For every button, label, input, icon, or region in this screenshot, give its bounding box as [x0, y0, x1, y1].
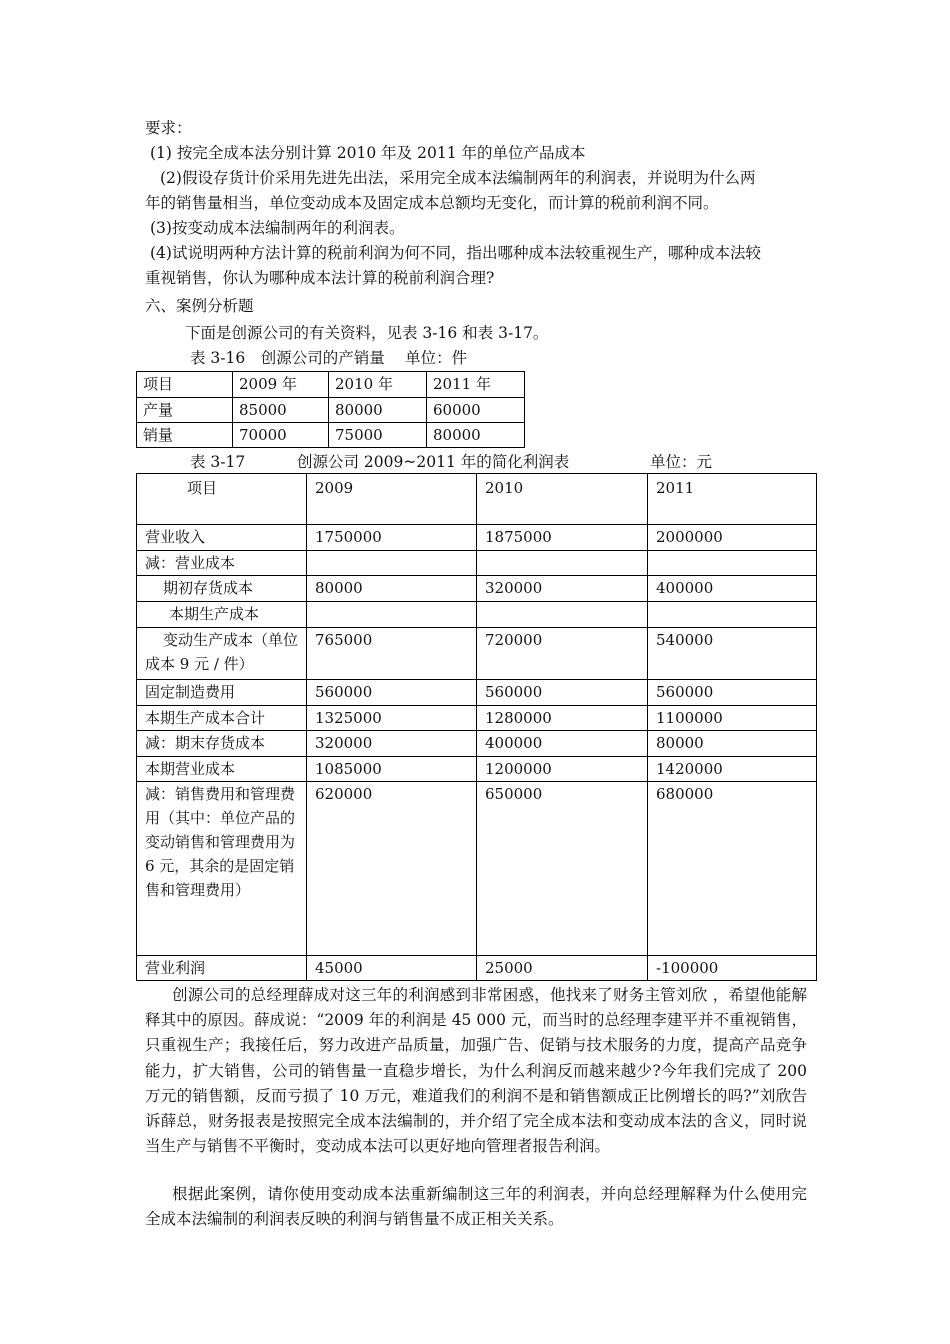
- table-cell: 620000: [307, 782, 477, 956]
- table-cell: 25000: [477, 956, 648, 981]
- table-cell: 2010 年: [329, 372, 427, 398]
- table-row: [137, 372, 525, 398]
- table-cell: [477, 602, 648, 628]
- table-cell: 680000: [648, 782, 817, 956]
- table-cell: 560000: [477, 680, 648, 706]
- table-cell: 320000: [307, 731, 477, 757]
- table-cell: 1085000: [307, 757, 477, 782]
- table-cell: 320000: [477, 576, 648, 602]
- table-cell: 1750000: [307, 525, 477, 551]
- table-cell: 2000000: [648, 525, 817, 551]
- table-316: [136, 371, 525, 448]
- table-row: [137, 398, 525, 423]
- table-317-caption-title: 创源公司 2009~2011 年的简化利润表: [297, 453, 570, 471]
- table-cell: 固定制造费用: [137, 680, 307, 706]
- table-cell: 80000: [427, 423, 525, 448]
- table-row: [137, 628, 817, 680]
- table-row: [137, 706, 817, 731]
- table-cell: 765000: [307, 628, 477, 680]
- table-cell: 1420000: [648, 757, 817, 782]
- table-cell: 变动生产成本（单位成本 9 元 / 件）: [137, 628, 307, 680]
- table-cell: 项目: [137, 372, 233, 398]
- table-cell: 减：营业成本: [137, 551, 307, 576]
- table-cell: 2011 年: [427, 372, 525, 398]
- requirement-2-line1: (2)假设存货计价采用先进先出法，采用完全成本法编制两年的利润表，并说明为什么两: [160, 169, 756, 187]
- table-cell: 400000: [477, 731, 648, 757]
- table-cell: [648, 551, 817, 576]
- table-cell: 期初存货成本: [137, 576, 307, 602]
- table-cell: 2009 年: [233, 372, 329, 398]
- table-316-caption: 表 3-16 创源公司的产销量 单位：件: [190, 349, 468, 367]
- table-cell: 2010: [477, 474, 648, 525]
- table-cell: 营业利润: [137, 956, 307, 981]
- table-cell: 75000: [329, 423, 427, 448]
- table-cell: 1200000: [477, 757, 648, 782]
- table-cell: [307, 551, 477, 576]
- table-cell: 本期营业成本: [137, 757, 307, 782]
- section-title: 六、案例分析题: [145, 297, 254, 315]
- table-row: [137, 731, 817, 757]
- table-row: [137, 423, 525, 448]
- table-cell: 80000: [648, 731, 817, 757]
- table-cell: [307, 602, 477, 628]
- table-cell: 减：期末存货成本: [137, 731, 307, 757]
- table-cell: 1100000: [648, 706, 817, 731]
- table-cell: [477, 551, 648, 576]
- table-cell: 70000: [233, 423, 329, 448]
- table-cell: 80000: [307, 576, 477, 602]
- table-cell: 销量: [137, 423, 233, 448]
- table-cell: 400000: [648, 576, 817, 602]
- table-cell: 本期生产成本: [137, 602, 307, 628]
- section-intro: 下面是创源公司的有关资料，见表 3-16 和表 3-17。: [185, 324, 549, 342]
- table-317: [136, 473, 817, 981]
- table-cell: 项目: [137, 474, 307, 525]
- requirement-1: (1) 按完全成本法分别计算 2010 年及 2011 年的单位产品成本: [150, 144, 586, 162]
- requirement-2-line2: 年的销售量相当，单位变动成本及固定成本总额均无变化，而计算的税前利润不同。: [145, 194, 719, 212]
- table-cell: -100000: [648, 956, 817, 981]
- table-row: [137, 602, 817, 628]
- table-row: [137, 525, 817, 551]
- requirement-4-line1: (4)试说明两种方法计算的税前利润为何不同，指出哪种成本法较重视生产，哪种成本法较: [150, 244, 761, 262]
- table-cell: 80000: [329, 398, 427, 423]
- table-cell: 1280000: [477, 706, 648, 731]
- table-cell: 产量: [137, 398, 233, 423]
- table-cell: 720000: [477, 628, 648, 680]
- requirements-heading: 要求：: [145, 119, 192, 137]
- table-317-caption-unit: 单位：元: [650, 453, 713, 471]
- table-row: [137, 782, 817, 956]
- table-cell: 650000: [477, 782, 648, 956]
- table-cell: 1875000: [477, 525, 648, 551]
- requirement-3: (3)按变动成本法编制两年的利润表。: [150, 219, 405, 237]
- table-cell: 2011: [648, 474, 817, 525]
- table-cell: [648, 602, 817, 628]
- table-cell: 60000: [427, 398, 525, 423]
- table-row: [137, 956, 817, 981]
- table-cell: 85000: [233, 398, 329, 423]
- table-cell: 1325000: [307, 706, 477, 731]
- table-cell: 营业收入: [137, 525, 307, 551]
- case-paragraph-1: 创源公司的总经理薛成对这三年的利润感到非常困惑，他找来了财务主管刘欣 ，希望他能解释其中的原因。薛成说：“2009 年的利润是 45 000 元，而当时的总经理李建平并不重视销售，只重视生产；我接任后，努力改进产品质量，加强广告、促销与技术服务的力度，提高产品竞争能力，扩大销售，公司的销售量一直稳步增长，为什么利润反而越来越少?今年我们完成了 200 万元的销售额，反而亏损了 10 万元，难道我们的利润不是和销售额成正比例增长的吗?”刘欣告诉薛总，财务报表是按照完全成本法编制的，并介绍了完全成本法和变动成本法的含义，同时说当生产与销售不平衡时，变动成本法可以更好地向管理者报告利润。: [145, 986, 807, 1156]
- table-cell: 560000: [648, 680, 817, 706]
- table-row: [137, 474, 817, 525]
- table-317-caption-label: 表 3-17: [190, 453, 246, 471]
- table-cell: 540000: [648, 628, 817, 680]
- table-row: [137, 551, 817, 576]
- table-row: [137, 576, 817, 602]
- table-row: [137, 757, 817, 782]
- requirement-4-line2: 重视销售，你认为哪种成本法计算的税前利润合理?: [145, 269, 495, 287]
- table-row: [137, 680, 817, 706]
- case-paragraph-2: 根据此案例，请你使用变动成本法重新编制这三年的利润表，并向总经理解释为什么使用完全成本法编制的利润表反映的利润与销售量不成正相关关系。: [145, 1185, 807, 1229]
- table-cell: 560000: [307, 680, 477, 706]
- table-cell: 本期生产成本合计: [137, 706, 307, 731]
- table-cell: 2009: [307, 474, 477, 525]
- table-cell: 45000: [307, 956, 477, 981]
- table-cell: 减：销售费用和管理费用（其中：单位产品的变动销售和管理费用为 6 元，其余的是固定销售和管理费用）: [137, 782, 307, 956]
